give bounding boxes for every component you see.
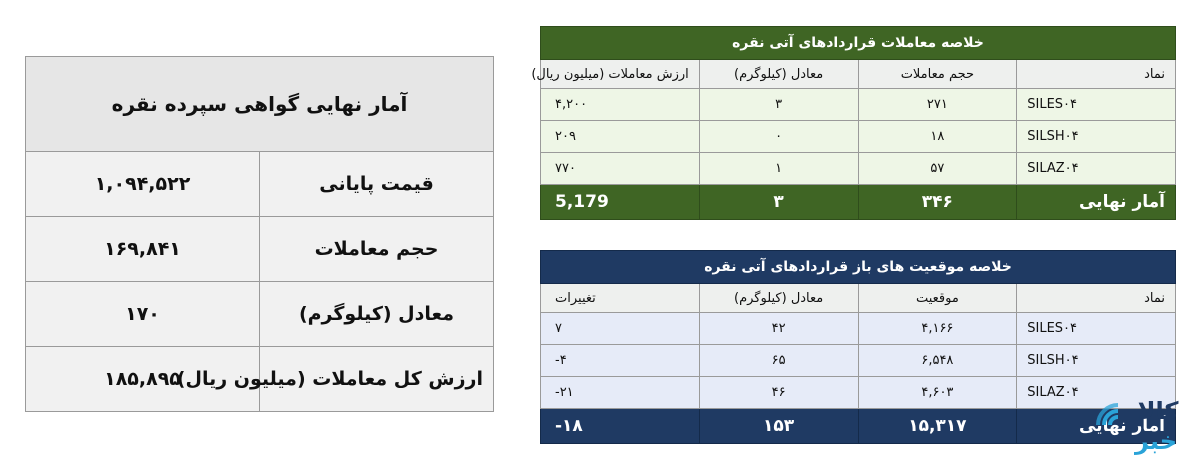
total-kg: ۳ [699, 185, 858, 220]
value-cell: ۴,۲۰۰ [541, 89, 700, 121]
table-row [541, 153, 1176, 185]
kg-cell: ۰ [699, 121, 858, 153]
column-header: ارزش معاملات (میلیون ریال) [541, 60, 700, 89]
table-row [541, 121, 1176, 153]
stat-value: ۱۷۰ [26, 282, 260, 347]
volume-cell: ۵۷ [858, 153, 1017, 185]
table-row [541, 377, 1176, 409]
table-row [541, 345, 1176, 377]
position-cell: ۴,۶۰۳ [858, 377, 1017, 409]
total-kg: ۱۵۳ [699, 409, 858, 444]
kg-cell: ۱ [699, 153, 858, 185]
table-header-row [541, 60, 1176, 89]
table-row [541, 89, 1176, 121]
kg-cell: ۳ [699, 89, 858, 121]
symbol-cell: SILES۰۴ [1017, 313, 1176, 345]
table-header-row [541, 284, 1176, 313]
stat-value: ۱,۰۹۴,۵۲۲ [26, 152, 260, 217]
column-header: نماد [1017, 60, 1176, 89]
total-label: آمار نهایی [1017, 185, 1176, 220]
column-header: تغییرات [541, 284, 700, 313]
positions-table-title: خلاصه موقعیت های باز قراردادهای آتی نقره [541, 251, 1176, 284]
symbol-cell: SILAZ۰۴ [1017, 377, 1176, 409]
symbol-cell: SILES۰۴ [1017, 89, 1176, 121]
symbol-cell: SILSH۰۴ [1017, 345, 1176, 377]
total-row [541, 409, 1176, 444]
position-cell: ۴,۱۶۶ [858, 313, 1017, 345]
column-header: معادل (کیلوگرم) [699, 284, 858, 313]
symbol-cell: SILAZ۰۴ [1017, 153, 1176, 185]
volume-cell: ۱۸ [858, 121, 1017, 153]
stat-label: قیمت پایانی [260, 152, 494, 217]
stat-value: ۱۸۵,۸۹۵ [26, 347, 260, 412]
column-header: معادل (کیلوگرم) [699, 60, 858, 89]
kg-cell: ۴۶ [699, 377, 858, 409]
logo-text-bottom: خبر [1134, 427, 1178, 455]
logo [1096, 385, 1192, 457]
value-cell: ۲۰۹ [541, 121, 700, 153]
total-change: -۱۸ [541, 409, 700, 444]
table-row [26, 217, 494, 282]
stat-label: معادل (کیلوگرم) [260, 282, 494, 347]
positions-table [540, 250, 1176, 444]
column-header: موقعیت [858, 284, 1017, 313]
position-cell: ۶,۵۴۸ [858, 345, 1017, 377]
table-row [26, 152, 494, 217]
table-row [541, 313, 1176, 345]
total-label: آمار نهایی [1017, 409, 1176, 444]
stats-table [25, 56, 494, 412]
logo-text-top: کالا [1137, 397, 1179, 425]
trades-table [531, 26, 1176, 220]
stats-table-title: آمار نهایی گواهی سپرده نقره [26, 57, 494, 152]
change-cell: -۴ [541, 345, 700, 377]
value-cell: ۷۷۰ [541, 153, 700, 185]
total-volume: ۳۴۶ [858, 185, 1017, 220]
column-header: حجم معاملات [858, 60, 1017, 89]
kg-cell: ۴۲ [699, 313, 858, 345]
change-cell: -۲۱ [541, 377, 700, 409]
stat-value: ۱۶۹,۸۴۱ [26, 217, 260, 282]
signal-waves-icon [1098, 405, 1118, 425]
total-position: ۱۵,۳۱۷ [858, 409, 1017, 444]
kg-cell: ۶۵ [699, 345, 858, 377]
trades-table-title: خلاصه معاملات قراردادهای آتی نقره [541, 27, 1176, 60]
table-row [26, 282, 494, 347]
stat-label: حجم معاملات [260, 217, 494, 282]
total-value: 5,179 [541, 185, 700, 220]
stat-label: ارزش کل معاملات (میلیون ریال) [260, 347, 494, 412]
column-header: نماد [1017, 284, 1176, 313]
table-row [26, 347, 494, 412]
symbol-cell: SILSH۰۴ [1017, 121, 1176, 153]
total-row [541, 185, 1176, 220]
change-cell: ۷ [541, 313, 700, 345]
volume-cell: ۲۷۱ [858, 89, 1017, 121]
